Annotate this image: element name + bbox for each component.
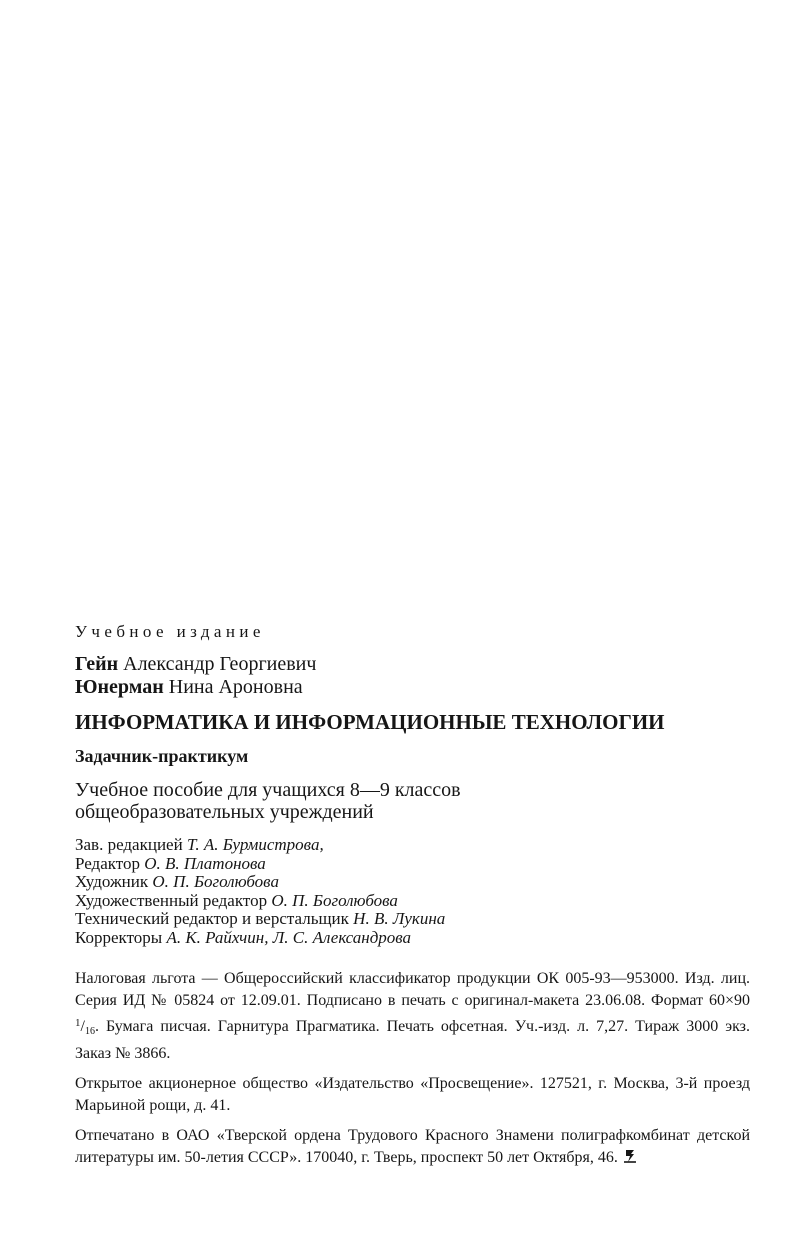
tax-and-print-info — [75, 968, 750, 1065]
credit-role: Зав. редакцией — [75, 835, 183, 854]
credit-name: О. П. Боголюбова — [271, 890, 398, 910]
author-given-name: Александр Георгиевич — [123, 653, 317, 675]
credit-name: Н. В. Лукина — [353, 909, 446, 928]
credit-role: Художник — [75, 872, 149, 891]
credit-name: О. В. Платонова — [144, 853, 266, 873]
credit-name: Т. А. Бурмистрова, — [186, 835, 324, 854]
author-surname: Гейн — [75, 653, 119, 675]
credit-role: Технический редактор и верстальщик — [75, 909, 349, 928]
credit-line — [75, 873, 750, 892]
book-title: ИНФОРМАТИКА И ИНФОРМАЦИОННЫЕ ТЕХНОЛОГИИ — [75, 710, 665, 734]
print-details: Налоговая льгота — Общероссийский классификатор продукции ОК 005-93—953000. Изд. лиц. Серия ИД № 05824 от 12.09.01. Подписано в печать с оригинал-макета 23.06.08. Формат 60×90 — [75, 970, 750, 1009]
credit-line — [75, 929, 750, 948]
credit-name: О. П. Боголюбова — [152, 872, 279, 891]
publisher-info: Открытое акционерное общество «Издательство «Просвещение». 127521, г. Москва, 3-й проезд Марьиной рощи, д. 41. — [75, 1075, 750, 1114]
credit-name: А. К. Райхчин, Л. С. Александрова — [166, 927, 412, 947]
book-subtitle: Задачник-практикум — [75, 746, 249, 766]
format-fraction-numerator: 1 — [75, 1017, 81, 1029]
author-1 — [75, 653, 750, 676]
format-fraction-denominator: 16 — [84, 1026, 95, 1037]
credit-role: Художественный редактор — [75, 890, 268, 910]
credit-role: Редактор — [75, 853, 140, 873]
imprint-page — [75, 619, 750, 1177]
author-2 — [75, 676, 750, 699]
credit-role: Корректоры — [75, 927, 163, 947]
purpose-line: Учебное пособие для учащихся 8—9 классов — [75, 779, 461, 801]
printer-logo-icon — [622, 1148, 638, 1164]
credits-list — [75, 836, 750, 947]
book-purpose — [75, 779, 750, 823]
purpose-line: общеобразовательных учреждений — [75, 801, 374, 823]
print-details-continued: . Бумага писчая. Гарнитура Прагматика. Печать офсетная. Уч.-изд. л. 7,27. Тираж 3000 экз. Заказ № 3866. — [75, 1018, 750, 1062]
edition-type: Учебное издание — [75, 622, 265, 641]
credit-line — [75, 836, 750, 855]
credit-line — [75, 892, 750, 911]
credit-line — [75, 855, 750, 874]
author-surname: Юнерман — [75, 676, 164, 698]
printer-info — [75, 1125, 750, 1169]
format-fraction-slash: / — [80, 1018, 85, 1035]
author-given-name: Нина Ароновна — [168, 676, 303, 698]
authors — [75, 653, 750, 699]
credit-line — [75, 910, 750, 929]
printer-text: Отпечатано в ОАО «Тверской ордена Трудового Красного Знамени полиграфкомбинат детской литературы им. 50-летия СССР». 170040, г. Тверь, проспект 50 лет Октября, 46. — [75, 1127, 750, 1166]
